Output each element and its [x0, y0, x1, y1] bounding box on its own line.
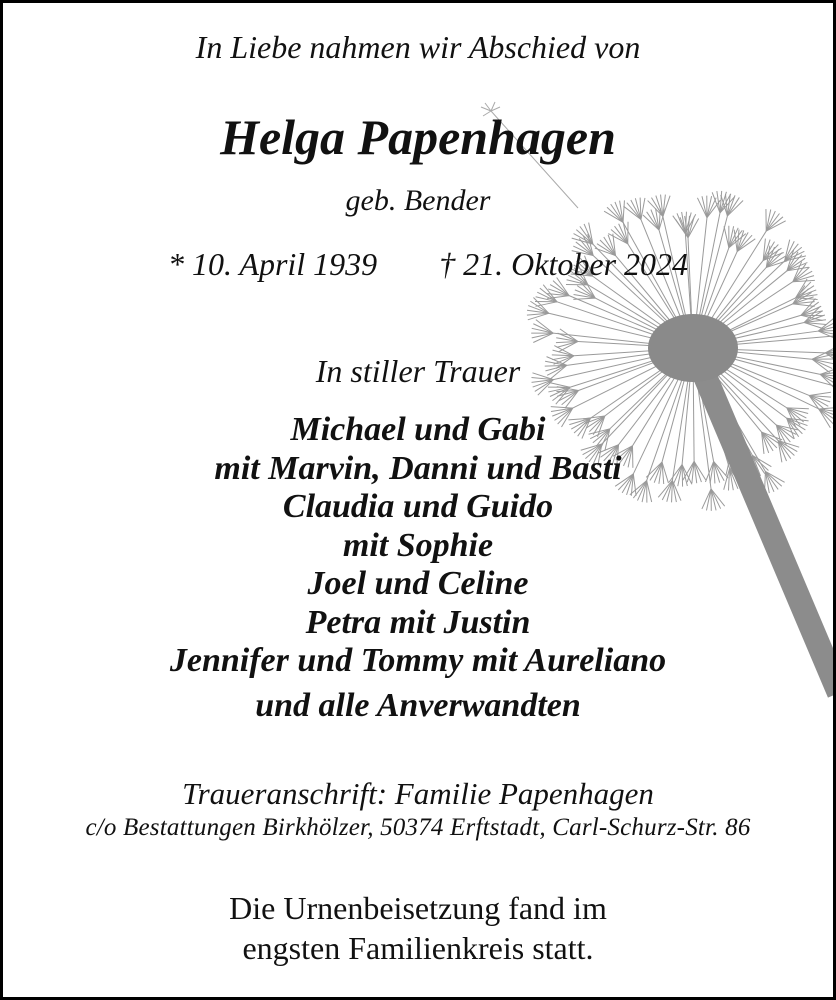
mourner-line: Joel und Celine [307, 565, 529, 602]
mourner-line: und alle Anverwandten [255, 686, 581, 724]
mourner-line: Claudia und Guido [282, 488, 554, 525]
birth-date: * 10. April 1939 [167, 246, 378, 282]
mourner-line: mit Marvin, Danni und Basti [214, 449, 622, 487]
mourner-line: Jennifer und Tommy mit Aureliano [169, 642, 667, 679]
mourning-line: In stiller Trauer [315, 353, 521, 389]
mourner-line: Michael und Gabi [290, 411, 546, 448]
life-dates [13, 246, 836, 283]
address-line-1: Traueranschrift: Familie Papenhagen [182, 776, 654, 811]
intro-line: In Liebe nahmen wir Abschied von [195, 29, 641, 65]
address-line-2: c/o Bestattungen Birkhölzer, 50374 Erftstadt, Carl-Schurz-Str. 86 [85, 814, 751, 841]
mourner-line: mit Sophie [342, 526, 494, 564]
urn-notice [3, 888, 833, 968]
death-date: † 21. Oktober 2024 [439, 246, 689, 282]
urn-line-1: Die Urnenbeisetzung fand im [229, 890, 607, 926]
birth-name: geb. Bender [345, 184, 491, 217]
deceased-name: Helga Papenhagen [220, 109, 616, 165]
urn-line-2: engsten Familienkreis statt. [242, 930, 594, 966]
mourner-line: Petra mit Justin [305, 603, 531, 641]
mourners-list [3, 411, 833, 725]
